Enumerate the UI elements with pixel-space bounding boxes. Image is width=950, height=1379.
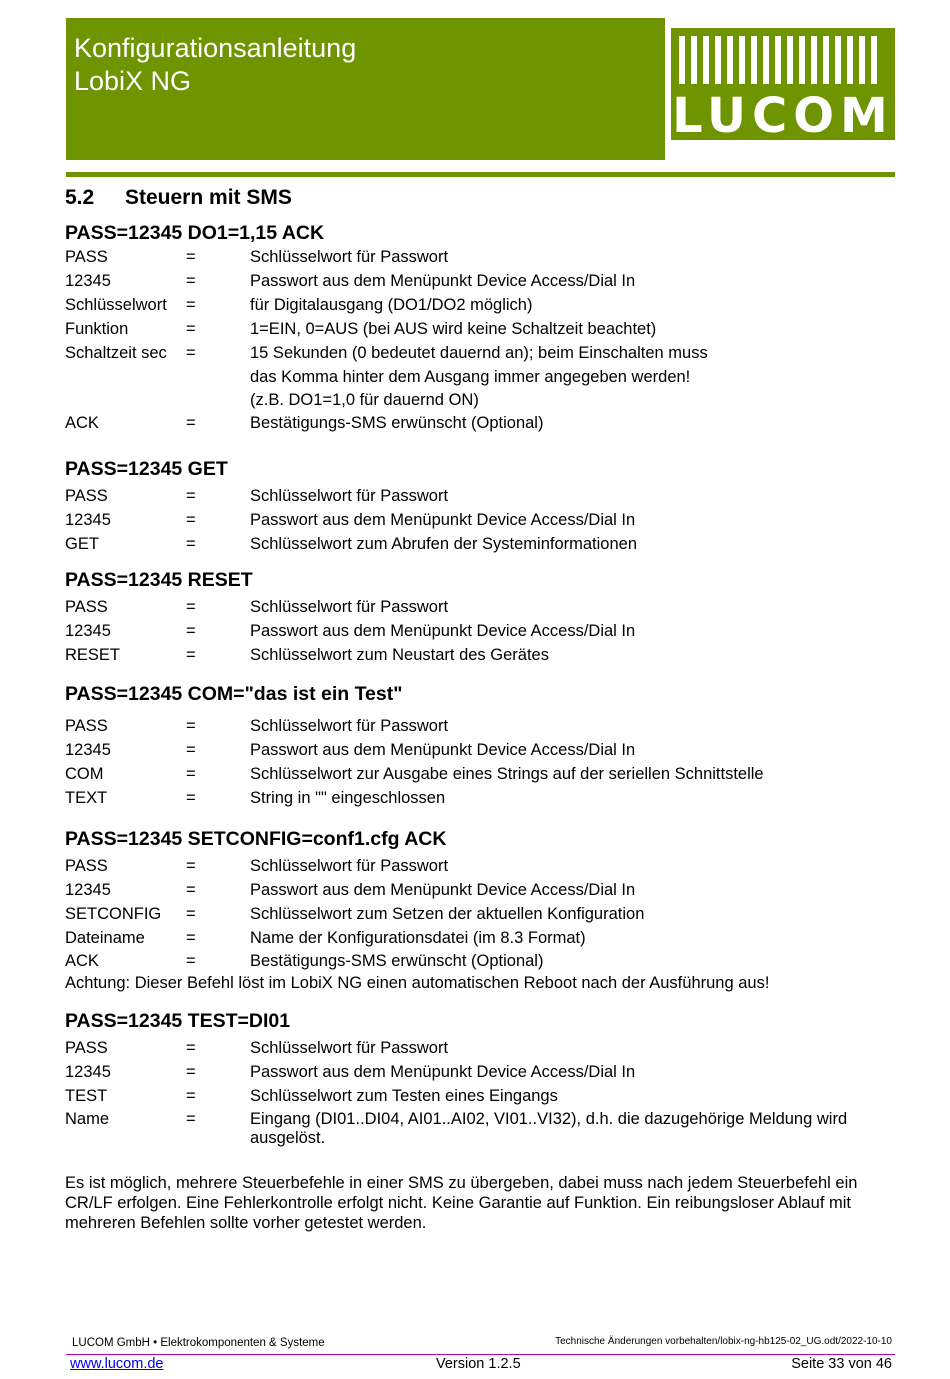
equals-sign: = xyxy=(186,535,196,553)
equals-sign: = xyxy=(186,296,196,314)
definition: Bestätigungs-SMS erwünscht (Optional) xyxy=(250,414,544,432)
warning-note: Achtung: Dieser Befehl löst im LobiX NG einen automatischen Reboot nach der Ausführung aus! xyxy=(65,974,770,992)
term: PASS xyxy=(65,487,108,505)
term: ACK xyxy=(65,952,99,970)
section-heading xyxy=(65,186,292,210)
definition: (z.B. DO1=1,0 für dauernd ON) xyxy=(250,391,479,409)
definition: Bestätigungs-SMS erwünscht (Optional) xyxy=(250,952,544,970)
definition: ausgelöst. xyxy=(250,1129,326,1147)
term: 12345 xyxy=(65,272,111,290)
term: GET xyxy=(65,535,99,553)
equals-sign: = xyxy=(186,414,196,432)
equals-sign: = xyxy=(186,248,196,266)
definition: Schlüsselwort zum Testen eines Eingangs xyxy=(250,1087,558,1105)
term: Dateiname xyxy=(65,929,145,947)
command-heading: PASS=12345 RESET xyxy=(65,569,253,591)
term: 12345 xyxy=(65,622,111,640)
equals-sign: = xyxy=(186,1063,196,1081)
definition: Passwort aus dem Menüpunkt Device Access/Dial In xyxy=(250,881,636,899)
term: 12345 xyxy=(65,741,111,759)
footer-version: Version 1.2.5 xyxy=(436,1356,521,1372)
definition: das Komma hinter dem Ausgang immer angegeben werden! xyxy=(250,368,691,386)
document-title xyxy=(74,32,356,98)
term: SETCONFIG xyxy=(65,905,162,923)
logo-text: LUCOM xyxy=(672,88,894,140)
command-heading: PASS=12345 DO1=1,15 ACK xyxy=(65,222,325,244)
term: PASS xyxy=(65,1039,108,1057)
equals-sign: = xyxy=(186,344,196,362)
definition: Schlüsselwort zur Ausgabe eines Strings auf der seriellen Schnittstelle xyxy=(250,765,764,783)
term: PASS xyxy=(65,857,108,875)
definition: Schlüsselwort für Passwort xyxy=(250,717,449,735)
equals-sign: = xyxy=(186,765,196,783)
footer-tech-note: Technische Änderungen vorbehalten/lobix-ng-hb125-02_UG.odt/2022-10-10 xyxy=(555,1336,892,1347)
equals-sign: = xyxy=(186,717,196,735)
definition: Schlüsselwort für Passwort xyxy=(250,857,449,875)
section-title: Steuern mit SMS xyxy=(125,186,292,209)
term: COM xyxy=(65,765,104,783)
equals-sign: = xyxy=(186,598,196,616)
definition: Passwort aus dem Menüpunkt Device Access/Dial In xyxy=(250,272,636,290)
document-header xyxy=(66,18,665,160)
definition: Passwort aus dem Menüpunkt Device Access/Dial In xyxy=(250,741,636,759)
term: 12345 xyxy=(65,881,111,899)
command-heading: PASS=12345 TEST=DI01 xyxy=(65,1010,291,1032)
command-heading: PASS=12345 COM="das ist ein Test" xyxy=(65,683,403,705)
term: PASS xyxy=(65,598,108,616)
definition: Schlüsselwort für Passwort xyxy=(250,248,449,266)
definition: 1=EIN, 0=AUS (bei AUS wird keine Schaltzeit beachtet) xyxy=(250,320,657,338)
equals-sign: = xyxy=(186,952,196,970)
definition: String in "" eingeschlossen xyxy=(250,789,446,807)
definition: Schlüsselwort für Passwort xyxy=(250,487,449,505)
equals-sign: = xyxy=(186,905,196,923)
term: TEXT xyxy=(65,789,108,807)
term: 12345 xyxy=(65,511,111,529)
header-divider xyxy=(66,172,895,177)
lucom-logo xyxy=(671,28,895,140)
equals-sign: = xyxy=(186,646,196,664)
document-title-line1: Konfigurationsanleitung xyxy=(74,33,357,63)
section-number: 5.2 xyxy=(65,186,95,209)
footer-divider xyxy=(66,1354,895,1355)
definition: Eingang (DI01..DI04, AI01..AI02, VI01..VI32), d.h. die dazugehörige Meldung wird xyxy=(250,1110,848,1128)
definition: Passwort aus dem Menüpunkt Device Access/Dial In xyxy=(250,511,636,529)
command-heading: PASS=12345 SETCONFIG=conf1.cfg ACK xyxy=(65,828,447,850)
term: PASS xyxy=(65,717,108,735)
body-paragraph: Es ist möglich, mehrere Steuerbefehle in einer SMS zu übergeben, dabei muss nach jedem Steuerbefehl ein CR/LF erfolgen. Eine Fehlerkontrolle erfolgt nicht. Keine Garantie auf Funktion. Ein reibungsloser Ablauf mit mehreren Befehlen sollte vorher getestet werden. xyxy=(65,1174,858,1232)
website-link[interactable]: www.lucom.de xyxy=(70,1356,164,1372)
definition: Name der Konfigurationsdatei (im 8.3 Format) xyxy=(250,929,586,947)
equals-sign: = xyxy=(186,487,196,505)
definition: Schlüsselwort zum Abrufen der Systeminformationen xyxy=(250,535,638,553)
equals-sign: = xyxy=(186,1110,196,1128)
page-number: Seite 33 von 46 xyxy=(791,1356,892,1372)
term: Funktion xyxy=(65,320,129,338)
term: TEST xyxy=(65,1087,108,1105)
equals-sign: = xyxy=(186,1039,196,1057)
document-title-line2: LobiX NG xyxy=(74,66,192,96)
definition: Schlüsselwort zum Setzen der aktuellen Konfiguration xyxy=(250,905,645,923)
definition: für Digitalausgang (DO1/DO2 möglich) xyxy=(250,296,533,314)
footer-company: LUCOM GmbH • Elektrokomponenten & Systeme xyxy=(72,1337,325,1349)
definition: Schlüsselwort für Passwort xyxy=(250,598,449,616)
term: ACK xyxy=(65,414,99,432)
equals-sign: = xyxy=(186,741,196,759)
equals-sign: = xyxy=(186,857,196,875)
term: Name xyxy=(65,1110,110,1128)
equals-sign: = xyxy=(186,881,196,899)
equals-sign: = xyxy=(186,1087,196,1105)
definition: Schlüsselwort zum Neustart des Gerätes xyxy=(250,646,549,664)
equals-sign: = xyxy=(186,622,196,640)
term: 12345 xyxy=(65,1063,111,1081)
term: RESET xyxy=(65,646,121,664)
term: Schlüsselwort xyxy=(65,296,167,314)
command-heading: PASS=12345 GET xyxy=(65,458,228,480)
definition: Passwort aus dem Menüpunkt Device Access/Dial In xyxy=(250,1063,636,1081)
term: Schaltzeit sec xyxy=(65,344,167,362)
equals-sign: = xyxy=(186,789,196,807)
definition: Schlüsselwort für Passwort xyxy=(250,1039,449,1057)
definition: 15 Sekunden (0 bedeutet dauernd an); beim Einschalten muss xyxy=(250,344,708,362)
term: PASS xyxy=(65,248,108,266)
definition: Passwort aus dem Menüpunkt Device Access/Dial In xyxy=(250,622,636,640)
equals-sign: = xyxy=(186,272,196,290)
equals-sign: = xyxy=(186,320,196,338)
equals-sign: = xyxy=(186,929,196,947)
equals-sign: = xyxy=(186,511,196,529)
